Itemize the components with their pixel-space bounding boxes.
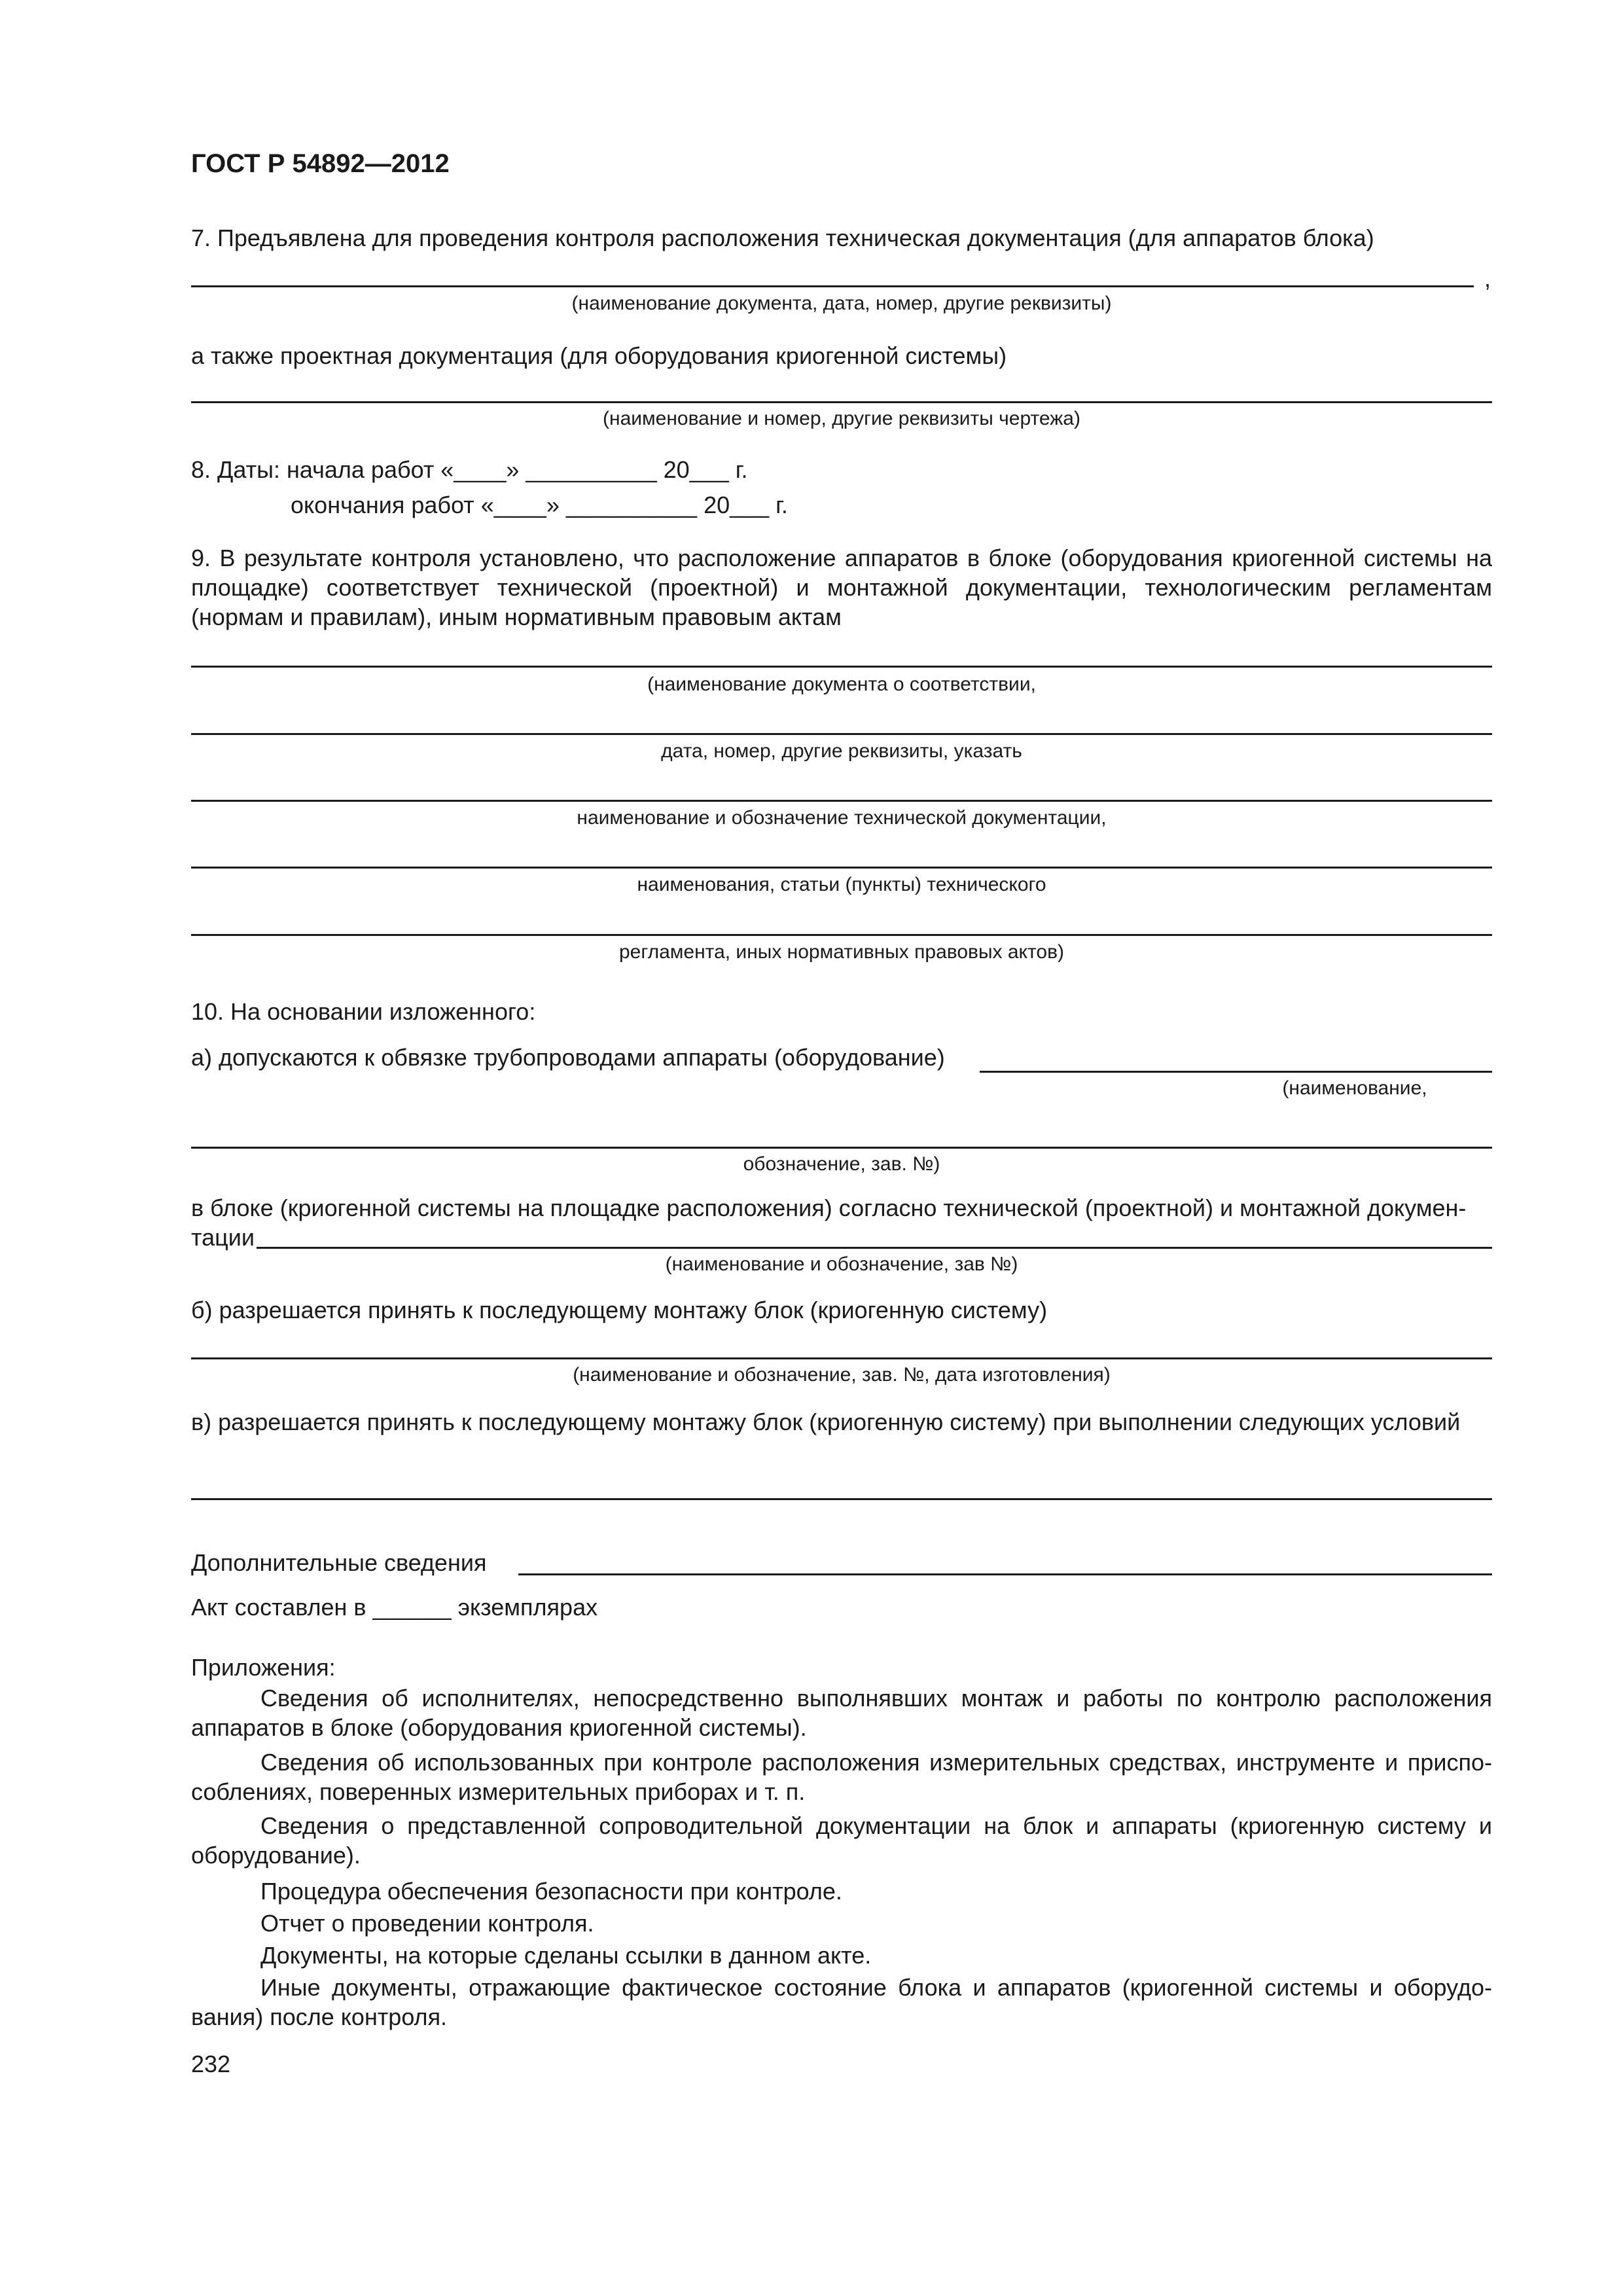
item9-caption-2: дата, номер, другие реквизиты, указать <box>661 740 1022 762</box>
item7-doc-line <box>191 285 1474 287</box>
appendix-item-7: Иные документы, отражающие фактическое состояние блока и аппаратов (криогенной системы и оборудо-вания) после контроля. <box>191 1974 1492 2030</box>
item9-text: 9. В результате контроля установлено, что расположение аппаратов в блоке (оборудования криогенной системы на площадке) соответствует технической (проектной) и монтажной документации, технологическим регламентам (нормам и правилам), иным нормативным правовым актам <box>191 545 1492 630</box>
appendix-item-5: Отчет о проведении контроля. <box>260 1910 594 1937</box>
page-number: 232 <box>191 2051 231 2077</box>
item10-a-line-1 <box>980 1071 1492 1073</box>
additional-info-label: Дополнительные сведения <box>191 1549 487 1576</box>
appendix-item-6: Документы, на которые сделаны ссылки в данном акте. <box>260 1942 872 1969</box>
item9-line-1 <box>191 666 1492 668</box>
additional-info-line <box>518 1573 1492 1575</box>
item9-caption-1: (наименование документа о соответствии, <box>647 673 1036 695</box>
item9-line-5 <box>191 934 1492 936</box>
item7-doc-caption: (наименование документа, дата, номер, другие реквизиты) <box>571 293 1112 314</box>
item7-comma: , <box>1484 265 1491 292</box>
item7-text2: а также проектная документация (для оборудования криогенной системы) <box>191 342 1007 369</box>
item10-a-text: а) допускаются к обвязке трубопроводами аппараты (оборудование) <box>191 1044 945 1071</box>
item10-b-line <box>191 1357 1492 1359</box>
appendix-item-4: Процедура обеспечения безопасности при контроле. <box>260 1878 842 1905</box>
item10-a-text2-line1: в блоке (криогенной системы на площадке расположения) согласно технической (проектной) и монтажной докумен- <box>191 1194 1467 1221</box>
item10-a-caption-3: (наименование и обозначение, зав №) <box>665 1253 1018 1275</box>
appendix-item-2: Сведения об использованных при контроле расположения измерительных средствах, инструменте и приспо-соблениях, поверенных измерительных приборах и т. п. <box>191 1749 1492 1805</box>
item7-project-line <box>191 401 1492 403</box>
item9-line-2 <box>191 733 1492 735</box>
item10-a-line-3 <box>257 1247 1492 1249</box>
item8-start-date: 8. Даты: начала работ «____» __________ 20___ г. <box>191 456 748 483</box>
item10-a-caption-2: обозначение, зав. №) <box>743 1153 940 1175</box>
item10-intro: 10. На основании изложенного: <box>191 998 536 1025</box>
appendix-item-1: Сведения об исполнителях, непосредственно выполнявших монтаж и работы по контролю расположения аппаратов в блоке (оборудования криогенной системы). <box>191 1685 1492 1741</box>
document-header: ГОСТ Р 54892—2012 <box>191 149 450 178</box>
item7-text: 7. Предъявлена для проведения контроля расположения техническая документация (для аппаратов блока) <box>191 224 1374 251</box>
item10-a-line-2 <box>191 1147 1492 1149</box>
item9-line-3 <box>191 800 1492 802</box>
appendices-heading: Приложения: <box>191 1654 336 1681</box>
act-copies: Акт составлен в ______ экземплярах <box>191 1594 598 1621</box>
item10-c-text: в) разрешается принять к последующему монтажу блок (криогенную систему) при выполнении следующих условий <box>191 1408 1461 1435</box>
item9-caption-4: наименования, статьи (пункты) технического <box>637 874 1046 895</box>
item8-end-date: окончания работ «____» __________ 20___ г. <box>291 492 788 518</box>
item10-b-text: б) разрешается принять к последующему монтажу блок (криогенную систему) <box>191 1297 1048 1323</box>
item9-caption-5: регламента, иных нормативных правовых актов) <box>618 941 1065 963</box>
item10-a-caption-1: (наименование, <box>1282 1077 1427 1099</box>
appendix-item-3: Сведения о представленной сопроводительной документации на блок и аппараты (криогенную систему и оборудование). <box>191 1812 1492 1869</box>
item7-project-caption: (наименование и номер, другие реквизиты чертежа) <box>603 408 1080 429</box>
item10-b-caption: (наименование и обозначение, зав. №, дата изготовления) <box>573 1364 1111 1386</box>
item10-c-line <box>191 1498 1492 1500</box>
item9-caption-3: наименование и обозначение технической документации, <box>577 807 1107 829</box>
item9-line-4 <box>191 867 1492 869</box>
item10-a-text2-line2: тации <box>191 1224 255 1251</box>
